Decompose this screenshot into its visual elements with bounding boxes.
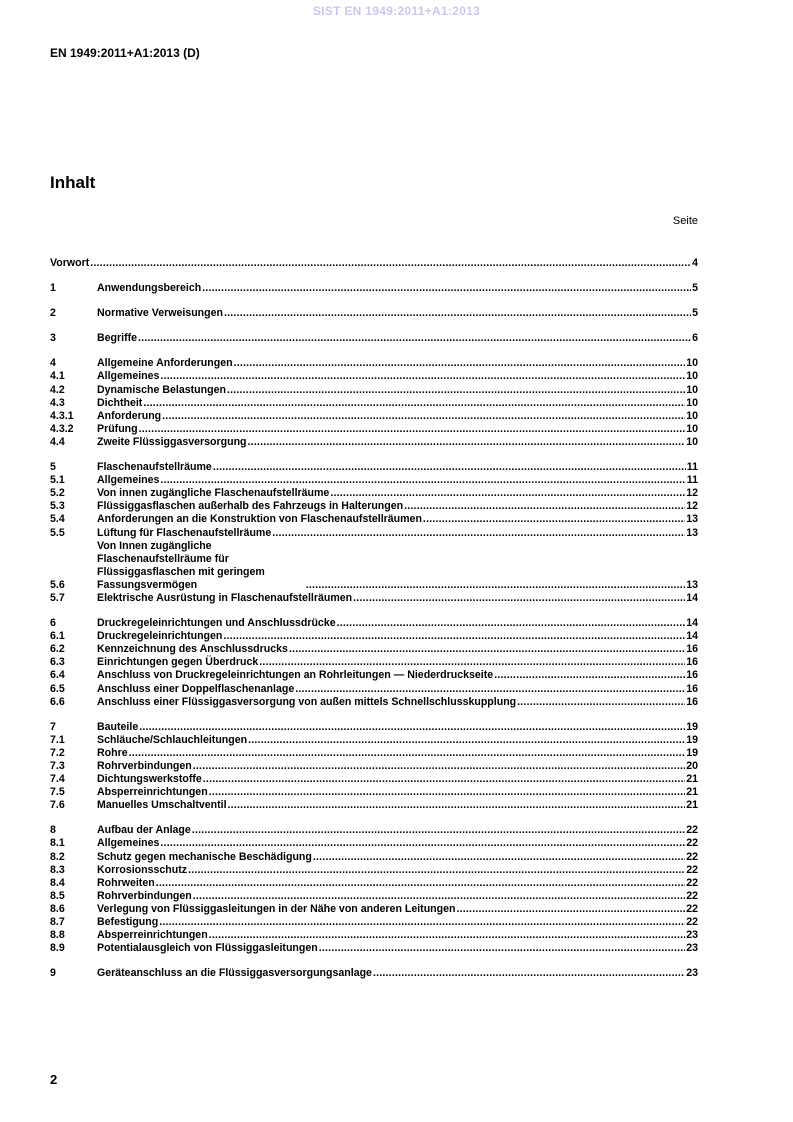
toc-entry[interactable] bbox=[50, 307, 698, 320]
toc-entry-title: Anwendungsbereich bbox=[97, 282, 202, 295]
toc-entry-title: Dichtheit bbox=[97, 396, 143, 409]
toc-entry-title: Dichtungswerkstoffe bbox=[97, 773, 202, 786]
toc-leader-dots bbox=[517, 696, 685, 709]
toc-entry[interactable] bbox=[50, 929, 698, 942]
toc-leader-dots bbox=[272, 527, 685, 540]
toc-entry[interactable] bbox=[50, 643, 698, 656]
toc-entry[interactable] bbox=[50, 423, 698, 436]
toc-entry-number: 3 bbox=[50, 332, 56, 345]
toc-leader-dots bbox=[193, 760, 685, 773]
toc-leader-dots bbox=[259, 656, 685, 669]
toc-entry[interactable] bbox=[50, 500, 698, 513]
toc-entry-page: 14 bbox=[686, 630, 698, 643]
toc-leader-dots bbox=[306, 579, 685, 592]
toc-entry-page: 16 bbox=[686, 643, 698, 656]
toc-group bbox=[50, 282, 698, 295]
toc-entry-number: 1 bbox=[50, 282, 56, 295]
toc-entry[interactable] bbox=[50, 397, 698, 410]
toc-entry[interactable] bbox=[50, 696, 698, 709]
toc-entry[interactable] bbox=[50, 890, 698, 903]
toc-entry-page: 10 bbox=[686, 422, 698, 435]
toc-leader-dots bbox=[143, 397, 685, 410]
toc-entry-number: 7.2 bbox=[50, 746, 65, 759]
toc-entry-title: Absperreinrichtungen bbox=[97, 929, 208, 942]
toc-entry-number: 5.6 bbox=[50, 578, 65, 591]
toc-entry-number: 6.6 bbox=[50, 695, 65, 708]
toc-leader-dots bbox=[193, 890, 685, 903]
toc-entry-number: 4.1 bbox=[50, 370, 65, 383]
toc-entry-page: 10 bbox=[686, 435, 698, 448]
toc-entry-page: 19 bbox=[686, 746, 698, 759]
toc-leader-dots bbox=[159, 916, 685, 929]
toc-entry-title: Kennzeichnung des Anschlussdrucks bbox=[97, 643, 288, 656]
toc-entry-title: Flüssiggasflaschen außerhalb des Fahrzeugs in Halterungen bbox=[97, 500, 404, 513]
toc-entry-title: Rohrweiten bbox=[97, 876, 155, 889]
toc-leader-dots bbox=[192, 824, 685, 837]
toc-entry[interactable] bbox=[50, 257, 698, 270]
toc-entry-title: Von innen zugängliche Flaschenaufstellräume bbox=[97, 487, 330, 500]
toc-entry[interactable] bbox=[50, 773, 698, 786]
toc-entry[interactable] bbox=[50, 474, 698, 487]
toc-group bbox=[50, 357, 698, 449]
toc-group bbox=[50, 824, 698, 955]
toc-leader-dots bbox=[423, 513, 685, 526]
toc-entry-page: 22 bbox=[686, 824, 698, 837]
toc-entry-number: 6 bbox=[50, 617, 56, 630]
toc-leader-dots bbox=[330, 487, 685, 500]
toc-entry-title: Prüfung bbox=[97, 422, 138, 435]
toc-leader-dots bbox=[202, 282, 691, 295]
toc-entry-page: 21 bbox=[686, 786, 698, 799]
toc-leader-dots bbox=[313, 851, 685, 864]
toc-entry[interactable] bbox=[50, 942, 698, 955]
toc-entry[interactable] bbox=[50, 630, 698, 643]
toc-entry-page: 11 bbox=[686, 474, 698, 487]
toc-entry-number: 7.3 bbox=[50, 760, 65, 772]
toc-entry-page: 6 bbox=[692, 332, 698, 345]
toc-leader-dots bbox=[209, 786, 686, 799]
toc-entry-number: 8 bbox=[50, 824, 56, 837]
toc-entry-page: 21 bbox=[686, 773, 698, 786]
toc-entry-title: Potentialausgleich von Flüssiggasleitungen bbox=[97, 942, 318, 955]
toc-leader-dots bbox=[228, 799, 686, 812]
toc-leader-dots bbox=[289, 643, 685, 656]
toc-entry-number: 4 bbox=[50, 357, 56, 370]
toc-entry-page: 16 bbox=[686, 695, 698, 708]
toc-leader-dots bbox=[138, 332, 691, 345]
toc-entry[interactable] bbox=[50, 436, 698, 449]
toc-entry-page: 5 bbox=[692, 307, 698, 320]
toc-leader-dots bbox=[160, 370, 685, 383]
toc-leader-dots bbox=[456, 903, 685, 916]
toc-entry-title: Vorwort bbox=[50, 257, 90, 269]
toc-entry-number: 6.3 bbox=[50, 656, 65, 669]
toc-leader-dots bbox=[223, 630, 685, 643]
watermark: SIST EN 1949:2011+A1:2013 bbox=[312, 4, 481, 18]
toc-entry-title: Begriffe bbox=[97, 332, 138, 345]
toc-entry-number: 9 bbox=[50, 967, 56, 980]
toc-entry-title: Dynamische Belastungen bbox=[97, 383, 226, 396]
toc-entry-title: Zweite Flüssiggasversorgung bbox=[97, 435, 247, 448]
toc-leader-dots bbox=[337, 617, 686, 630]
toc-heading: Inhalt bbox=[50, 173, 96, 192]
toc-entry-number: 5.2 bbox=[50, 487, 65, 500]
toc-entry[interactable] bbox=[50, 487, 698, 500]
toc-entry-title: Geräteanschluss an die Flüssiggasversorgungsanlage bbox=[97, 967, 372, 980]
toc-entry-number: 8.6 bbox=[50, 902, 65, 915]
toc-entry-title: Korrosionsschutz bbox=[97, 863, 188, 876]
toc-entry-page: 22 bbox=[686, 850, 698, 863]
toc-entry-number: 4.3.1 bbox=[50, 409, 74, 422]
toc-entry-page: 16 bbox=[686, 669, 698, 682]
toc-entry-title: Druckregeleinrichtungen und Anschlussdrücke bbox=[97, 617, 336, 630]
toc-group bbox=[50, 967, 698, 980]
toc-entry-number: 7.5 bbox=[50, 786, 65, 799]
toc-entry-page: 19 bbox=[686, 733, 698, 746]
toc-entry-title: Schläuche/Schlauchleitungen bbox=[97, 733, 248, 746]
toc-entry[interactable] bbox=[50, 513, 698, 526]
toc-entry-page: 23 bbox=[686, 967, 698, 980]
toc-entry-number: 4.2 bbox=[50, 383, 65, 396]
toc-entry-number: 4.4 bbox=[50, 435, 65, 448]
toc-entry-title: Flaschenaufstellräume bbox=[97, 461, 212, 474]
toc-leader-dots bbox=[203, 773, 685, 786]
toc-entry-title: Manuelles Umschaltventil bbox=[97, 799, 227, 812]
table-of-contents bbox=[50, 257, 698, 992]
toc-entry-page: 13 bbox=[686, 513, 698, 526]
toc-entry-number: 7.1 bbox=[50, 733, 65, 746]
toc-entry-title: Allgemeines bbox=[97, 837, 160, 850]
toc-entry-number: 8.3 bbox=[50, 863, 65, 876]
toc-entry-number: 4.3.2 bbox=[50, 422, 74, 435]
toc-entry-page: 13 bbox=[686, 578, 698, 591]
toc-entry-title: Aufbau der Anlage bbox=[97, 824, 191, 837]
toc-entry-page: 11 bbox=[686, 461, 698, 474]
toc-entry[interactable] bbox=[50, 669, 698, 682]
toc-entry-title: Lüftung für Flaschenaufstellräume bbox=[97, 526, 272, 539]
toc-entry-page: 22 bbox=[686, 876, 698, 889]
toc-entry[interactable] bbox=[50, 357, 698, 370]
toc-entry[interactable] bbox=[50, 877, 698, 890]
toc-group bbox=[50, 721, 698, 813]
toc-leader-dots bbox=[494, 669, 685, 682]
document-id: EN 1949:2011+A1:2013 (D) bbox=[50, 46, 200, 60]
toc-entry-number: 8.9 bbox=[50, 942, 65, 955]
toc-entry-title: Absperreinrichtungen bbox=[97, 786, 208, 799]
toc-entry-page: 16 bbox=[686, 682, 698, 695]
toc-entry[interactable] bbox=[50, 617, 698, 630]
toc-entry[interactable] bbox=[50, 786, 698, 799]
toc-entry[interactable] bbox=[50, 282, 698, 295]
toc-entry-page: 5 bbox=[692, 282, 698, 295]
toc-entry-title: Von Innen zugängliche Flaschenaufstellräume für Flüssiggasflaschen mit geringem Fassungsvermögen bbox=[97, 539, 265, 591]
page-column-label: Seite bbox=[672, 215, 698, 227]
toc-entry-number: 8.7 bbox=[50, 916, 65, 929]
toc-entry-number: 5.5 bbox=[50, 526, 65, 539]
toc-entry-page: 13 bbox=[686, 526, 698, 539]
toc-entry-title: Allgemeine Anforderungen bbox=[97, 357, 233, 370]
toc-entry-title: Anforderungen an die Konstruktion von Flaschenaufstellräumen bbox=[97, 513, 422, 526]
toc-leader-dots bbox=[188, 864, 685, 877]
toc-entry[interactable] bbox=[50, 864, 698, 877]
toc-entry[interactable] bbox=[50, 916, 698, 929]
toc-leader-dots bbox=[162, 410, 685, 423]
toc-leader-dots bbox=[213, 461, 686, 474]
toc-entry-page: 19 bbox=[686, 720, 698, 733]
toc-entry-title: Rohre bbox=[97, 746, 128, 759]
toc-entry-number: 7 bbox=[50, 720, 56, 733]
toc-leader-dots bbox=[160, 837, 685, 850]
toc-entry-title: Bauteile bbox=[97, 720, 139, 733]
toc-entry-number: 8.4 bbox=[50, 876, 65, 889]
toc-entry[interactable] bbox=[50, 734, 698, 747]
toc-entry-title: Befestigung bbox=[97, 916, 159, 929]
toc-entry[interactable] bbox=[50, 461, 698, 474]
toc-entry-page: 21 bbox=[686, 799, 698, 812]
toc-leader-dots bbox=[209, 929, 686, 942]
toc-entry-number: 6.4 bbox=[50, 669, 65, 682]
toc-entry-title: Normative Verweisungen bbox=[97, 307, 223, 320]
toc-entry-title: Anschluss von Druckregeleinrichtungen an Rohrleitungen — Niederdruckseite bbox=[97, 669, 494, 682]
toc-leader-dots bbox=[248, 734, 685, 747]
toc-entry-number: 5.7 bbox=[50, 591, 65, 604]
toc-entry[interactable] bbox=[50, 721, 698, 734]
toc-entry-title: Schutz gegen mechanische Beschädigung bbox=[97, 850, 312, 863]
toc-entry-number: 4.3 bbox=[50, 396, 65, 409]
toc-leader-dots bbox=[248, 436, 686, 449]
toc-entry-number: 5.3 bbox=[50, 500, 65, 513]
toc-entry-title: Anschluss einer Flüssiggasversorgung von außen mittels Schnellschlusskupplung bbox=[97, 695, 517, 708]
toc-group bbox=[50, 307, 698, 320]
toc-leader-dots bbox=[319, 942, 685, 955]
toc-leader-dots bbox=[234, 357, 686, 370]
toc-entry[interactable] bbox=[50, 967, 698, 980]
toc-entry-title: Anschluss einer Doppelflaschenanlage bbox=[97, 682, 295, 695]
toc-entry-page: 22 bbox=[686, 863, 698, 876]
toc-leader-dots bbox=[156, 877, 686, 890]
toc-entry-number: 6.2 bbox=[50, 643, 65, 656]
page-number: 2 bbox=[50, 1072, 58, 1087]
toc-entry-title: Verlegung von Flüssiggasleitungen in der Nähe von anderen Leitungen bbox=[97, 902, 456, 915]
toc-entry-number: 7.6 bbox=[50, 799, 65, 812]
toc-entry[interactable] bbox=[50, 747, 698, 760]
toc-entry-number: 8.5 bbox=[50, 889, 65, 902]
toc-entry[interactable] bbox=[50, 410, 698, 423]
toc-entry-page: 10 bbox=[686, 396, 698, 409]
toc-entry-title: Allgemeines bbox=[97, 474, 160, 487]
toc-entry-title: Elektrische Ausrüstung in Flaschenaufstellräumen bbox=[97, 591, 353, 604]
toc-entry[interactable] bbox=[50, 527, 698, 540]
toc-entry-number: 8.1 bbox=[50, 837, 65, 850]
toc-entry[interactable] bbox=[50, 837, 698, 850]
toc-entry-page: 23 bbox=[686, 929, 698, 942]
toc-entry-number: 2 bbox=[50, 307, 56, 320]
toc-entry-page: 10 bbox=[686, 357, 698, 370]
toc-entry[interactable] bbox=[50, 370, 698, 383]
toc-entry-page: 22 bbox=[686, 889, 698, 902]
toc-entry[interactable] bbox=[50, 760, 698, 773]
toc-entry-title: Anforderung bbox=[97, 409, 162, 422]
toc-leader-dots bbox=[139, 721, 685, 734]
toc-leader-dots bbox=[160, 474, 685, 487]
toc-entry-page: 22 bbox=[686, 837, 698, 850]
toc-entry-page: 22 bbox=[686, 902, 698, 915]
toc-entry-number: 5.1 bbox=[50, 474, 65, 487]
toc-leader-dots bbox=[295, 683, 685, 696]
toc-leader-dots bbox=[224, 307, 691, 320]
toc-leader-dots bbox=[139, 423, 686, 436]
toc-entry[interactable] bbox=[50, 799, 698, 812]
toc-entry[interactable] bbox=[50, 683, 698, 696]
toc-leader-dots bbox=[373, 967, 685, 980]
toc-leader-dots bbox=[353, 592, 685, 605]
toc-entry-title: Rohrverbindungen bbox=[97, 889, 192, 902]
toc-entry-page: 10 bbox=[686, 383, 698, 396]
toc-entry-number: 5 bbox=[50, 461, 56, 474]
toc-entry[interactable] bbox=[50, 540, 698, 592]
toc-leader-dots bbox=[90, 257, 691, 270]
toc-entry-title: Allgemeines bbox=[97, 370, 160, 383]
toc-entry-page: 14 bbox=[686, 617, 698, 630]
toc-leader-dots bbox=[129, 747, 686, 760]
toc-group bbox=[50, 257, 698, 270]
toc-group bbox=[50, 617, 698, 709]
toc-entry-number: 8.8 bbox=[50, 929, 65, 942]
toc-entry[interactable] bbox=[50, 851, 698, 864]
toc-leader-dots bbox=[404, 500, 685, 513]
toc-entry[interactable] bbox=[50, 903, 698, 916]
toc-entry-page: 12 bbox=[686, 500, 698, 513]
toc-entry-page: 23 bbox=[686, 942, 698, 955]
toc-entry[interactable] bbox=[50, 592, 698, 605]
toc-entry-page: 16 bbox=[686, 656, 698, 669]
toc-entry-title: Einrichtungen gegen Überdruck bbox=[97, 656, 259, 669]
toc-group bbox=[50, 332, 698, 345]
toc-entry-page: 12 bbox=[686, 487, 698, 500]
toc-entry-title: Druckregeleinrichtungen bbox=[97, 630, 223, 643]
toc-entry-page: 14 bbox=[686, 591, 698, 604]
toc-entry-page: 10 bbox=[686, 409, 698, 422]
toc-entry-page: 20 bbox=[686, 760, 698, 772]
toc-entry[interactable] bbox=[50, 824, 698, 837]
toc-leader-dots bbox=[227, 384, 685, 397]
toc-entry-title: Rohrverbindungen bbox=[97, 760, 192, 772]
toc-entry[interactable] bbox=[50, 332, 698, 345]
toc-entry[interactable] bbox=[50, 656, 698, 669]
toc-entry-number: 6.5 bbox=[50, 682, 65, 695]
toc-entry-page: 22 bbox=[686, 916, 698, 929]
toc-entry[interactable] bbox=[50, 384, 698, 397]
toc-entry-page: 4 bbox=[692, 257, 698, 269]
toc-entry-number: 5.4 bbox=[50, 513, 65, 526]
toc-entry-number: 6.1 bbox=[50, 630, 65, 643]
toc-entry-number: 7.4 bbox=[50, 773, 65, 786]
toc-entry-page: 10 bbox=[686, 370, 698, 383]
toc-entry-number: 8.2 bbox=[50, 850, 65, 863]
toc-group bbox=[50, 461, 698, 605]
